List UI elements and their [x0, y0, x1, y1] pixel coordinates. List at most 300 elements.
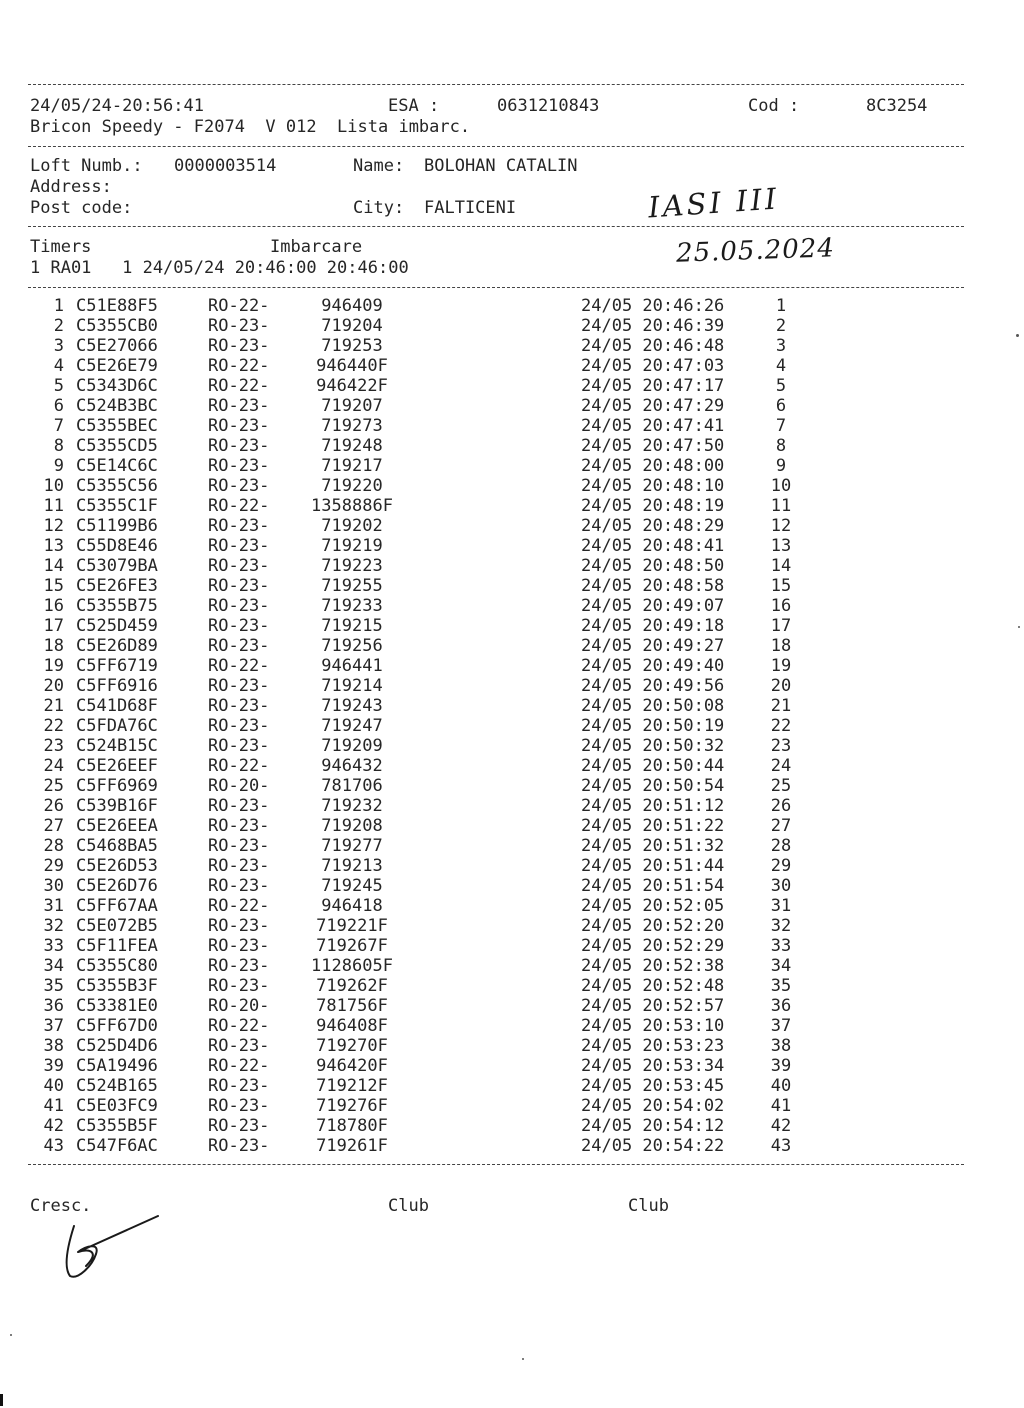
row-index: 35 — [770, 976, 792, 996]
basket-time: 24/05 20:50:08 — [581, 696, 725, 716]
ring-number: 946440F — [316, 356, 388, 376]
table-row — [0, 616, 1024, 636]
ring-number: 719217 — [321, 456, 383, 476]
ring-prefix: RO-22- — [208, 896, 270, 916]
ring-prefix: RO-23- — [208, 1076, 270, 1096]
basket-time: 24/05 20:52:57 — [581, 996, 725, 1016]
table-row — [0, 756, 1024, 776]
ring-prefix: RO-23- — [208, 816, 270, 836]
ring-number: 946441 — [321, 656, 383, 676]
row-number: 30 — [43, 876, 64, 896]
row-index: 33 — [770, 936, 792, 956]
row-number: 35 — [43, 976, 64, 996]
timer-line: 1 RA01 1 24/05/24 20:46:00 20:46:00 — [30, 258, 409, 278]
ring-prefix: RO-23- — [208, 516, 270, 536]
table-row — [0, 516, 1024, 536]
row-number: 12 — [43, 516, 64, 536]
ring-prefix: RO-22- — [208, 356, 270, 376]
ring-number: 946420F — [316, 1056, 388, 1076]
row-number: 4 — [53, 356, 64, 376]
ring-prefix: RO-23- — [208, 556, 270, 576]
row-index: 30 — [770, 876, 792, 896]
table-row — [0, 836, 1024, 856]
ring-number: 719262F — [316, 976, 388, 996]
row-index: 28 — [770, 836, 792, 856]
postcode-label: Post code: — [30, 198, 133, 218]
row-number: 29 — [43, 856, 64, 876]
row-number: 26 — [43, 796, 64, 816]
ring-number: 719202 — [321, 516, 383, 536]
ring-number: 719243 — [321, 696, 383, 716]
ring-number: 719221F — [316, 916, 388, 936]
basket-time: 24/05 20:51:32 — [581, 836, 725, 856]
row-index: 1 — [775, 296, 787, 316]
row-number: 36 — [43, 996, 64, 1016]
ring-prefix: RO-22- — [208, 376, 270, 396]
row-number: 14 — [43, 556, 64, 576]
row-index: 9 — [775, 456, 787, 476]
row-number: 3 — [53, 336, 64, 356]
ring-number: 781706 — [321, 776, 383, 796]
row-number: 9 — [53, 456, 64, 476]
row-number: 32 — [43, 916, 64, 936]
table-row — [0, 496, 1024, 516]
chip-id: C51E88F5 — [76, 296, 158, 316]
handwritten-date: 25.05.2024 — [675, 233, 836, 269]
chip-id: C541D68F — [76, 696, 158, 716]
ring-prefix: RO-23- — [208, 636, 270, 656]
ring-number: 946409 — [321, 296, 383, 316]
basket-time: 24/05 20:49:40 — [581, 656, 725, 676]
table-row — [0, 1036, 1024, 1056]
table-row — [0, 1096, 1024, 1116]
row-index: 2 — [775, 316, 787, 336]
basket-time: 24/05 20:48:58 — [581, 576, 725, 596]
row-number: 40 — [43, 1076, 64, 1096]
table-row — [0, 996, 1024, 1016]
chip-id: C5FF6969 — [76, 776, 158, 796]
basket-time: 24/05 20:52:20 — [581, 916, 725, 936]
row-index: 37 — [770, 1016, 792, 1036]
chip-id: C5355C80 — [76, 956, 158, 976]
row-number: 28 — [43, 836, 64, 856]
table-row — [0, 1116, 1024, 1136]
table-row — [0, 456, 1024, 476]
ring-number: 719277 — [321, 836, 383, 856]
ring-number: 719220 — [321, 476, 383, 496]
row-number: 24 — [43, 756, 64, 776]
row-index: 18 — [770, 636, 792, 656]
chip-id: C53079BA — [76, 556, 158, 576]
basket-time: 24/05 20:47:41 — [581, 416, 725, 436]
scan-speck — [1016, 334, 1019, 337]
ring-number: 719232 — [321, 796, 383, 816]
ring-number: 719208 — [321, 816, 383, 836]
name-label: Name: — [353, 156, 405, 176]
chip-id: C525D4D6 — [76, 1036, 158, 1056]
row-number: 17 — [43, 616, 64, 636]
table-row — [0, 1056, 1024, 1076]
row-index: 25 — [770, 776, 792, 796]
chip-id: C524B15C — [76, 736, 158, 756]
chip-id: C5FF67AA — [76, 896, 158, 916]
row-index: 31 — [770, 896, 792, 916]
basket-time: 24/05 20:47:17 — [581, 376, 725, 396]
table-row — [0, 916, 1024, 936]
table-row — [0, 976, 1024, 996]
basket-time: 24/05 20:46:48 — [581, 336, 725, 356]
row-index: 3 — [775, 336, 787, 356]
ring-number: 1128605F — [311, 956, 393, 976]
ring-number: 719253 — [321, 336, 383, 356]
ring-prefix: RO-22- — [208, 496, 270, 516]
ring-prefix: RO-23- — [208, 956, 270, 976]
chip-id: C5E26D89 — [76, 636, 158, 656]
cresc-label: Cresc. — [30, 1196, 92, 1216]
ring-prefix: RO-23- — [208, 336, 270, 356]
basket-time: 24/05 20:53:10 — [581, 1016, 725, 1036]
table-row — [0, 396, 1024, 416]
row-number: 34 — [43, 956, 64, 976]
basket-time: 24/05 20:52:48 — [581, 976, 725, 996]
row-index: 36 — [770, 996, 792, 1016]
ring-prefix: RO-23- — [208, 836, 270, 856]
ring-prefix: RO-20- — [208, 776, 270, 796]
row-index: 23 — [770, 736, 792, 756]
basket-time: 24/05 20:52:05 — [581, 896, 725, 916]
ring-number: 719245 — [321, 876, 383, 896]
table-row — [0, 316, 1024, 336]
chip-id: C5355CD5 — [76, 436, 158, 456]
address-label: Address: — [30, 177, 112, 197]
chip-id: C5FF6719 — [76, 656, 158, 676]
ring-prefix: RO-22- — [208, 1016, 270, 1036]
chip-id: C5FF67D0 — [76, 1016, 158, 1036]
chip-id: C53381E0 — [76, 996, 158, 1016]
fancier-name: BOLOHAN CATALIN — [424, 156, 578, 176]
chip-id: C5E26D53 — [76, 856, 158, 876]
row-index: 39 — [770, 1056, 792, 1076]
basket-time: 24/05 20:54:02 — [581, 1096, 725, 1116]
table-row — [0, 796, 1024, 816]
row-index: 27 — [770, 816, 792, 836]
timers-label: Timers — [30, 237, 92, 257]
row-index: 6 — [775, 396, 787, 416]
chip-id: C5FDA76C — [76, 716, 158, 736]
scan-speck — [522, 1358, 524, 1360]
ring-prefix: RO-23- — [208, 916, 270, 936]
row-number: 19 — [43, 656, 64, 676]
chip-id: C5355BEC — [76, 416, 158, 436]
table-row — [0, 556, 1024, 576]
ring-prefix: RO-23- — [208, 476, 270, 496]
esa-label: ESA : — [388, 96, 440, 116]
ring-prefix: RO-22- — [208, 1056, 270, 1076]
ring-prefix: RO-23- — [208, 596, 270, 616]
basket-time: 24/05 20:47:50 — [581, 436, 725, 456]
row-index: 5 — [775, 376, 787, 396]
row-index: 11 — [770, 496, 792, 516]
table-row — [0, 676, 1024, 696]
ring-number: 781756F — [316, 996, 388, 1016]
row-number: 42 — [43, 1116, 64, 1136]
row-number: 20 — [43, 676, 64, 696]
club-label-1: Club — [388, 1196, 429, 1216]
ring-prefix: RO-22- — [208, 756, 270, 776]
ring-prefix: RO-23- — [208, 1036, 270, 1056]
ring-prefix: RO-23- — [208, 616, 270, 636]
row-number: 41 — [43, 1096, 64, 1116]
basket-time: 24/05 20:49:27 — [581, 636, 725, 656]
row-index: 4 — [775, 356, 787, 376]
chip-id: C5E27066 — [76, 336, 158, 356]
divider-fancier — [28, 226, 964, 227]
row-number: 18 — [43, 636, 64, 656]
ring-number: 719213 — [321, 856, 383, 876]
ring-prefix: RO-23- — [208, 796, 270, 816]
table-row — [0, 736, 1024, 756]
table-row — [0, 1136, 1024, 1156]
city-value: FALTICENI — [424, 198, 517, 218]
chip-id: C524B3BC — [76, 396, 158, 416]
row-number: 13 — [43, 536, 64, 556]
divider-timers — [28, 287, 964, 288]
ring-prefix: RO-23- — [208, 1136, 270, 1156]
basket-time: 24/05 20:50:19 — [581, 716, 725, 736]
table-row — [0, 636, 1024, 656]
basket-time: 24/05 20:53:23 — [581, 1036, 725, 1056]
basket-time: 24/05 20:51:54 — [581, 876, 725, 896]
basket-time: 24/05 20:49:18 — [581, 616, 725, 636]
esa-value: 0631210843 — [497, 96, 600, 116]
table-row — [0, 576, 1024, 596]
club-label-2: Club — [628, 1196, 669, 1216]
chip-id: C5355B3F — [76, 976, 158, 996]
ring-prefix: RO-23- — [208, 456, 270, 476]
row-index: 17 — [770, 616, 792, 636]
basket-time: 24/05 20:49:07 — [581, 596, 725, 616]
row-number: 11 — [43, 496, 64, 516]
chip-id: C5E26E79 — [76, 356, 158, 376]
table-row — [0, 816, 1024, 836]
ring-number: 1358886F — [311, 496, 393, 516]
cod-label: Cod : — [748, 96, 800, 116]
basket-time: 24/05 20:52:29 — [581, 936, 725, 956]
ring-number: 719255 — [321, 576, 383, 596]
row-index: 43 — [770, 1136, 792, 1156]
basket-time: 24/05 20:50:44 — [581, 756, 725, 776]
ring-prefix: RO-22- — [208, 656, 270, 676]
basket-time: 24/05 20:52:38 — [581, 956, 725, 976]
ring-number: 719276F — [316, 1096, 388, 1116]
row-number: 16 — [43, 596, 64, 616]
table-row — [0, 696, 1024, 716]
chip-id: C55D8E46 — [76, 536, 158, 556]
row-number: 6 — [53, 396, 64, 416]
table-row — [0, 476, 1024, 496]
ring-number: 719207 — [321, 396, 383, 416]
row-index: 12 — [770, 516, 792, 536]
cod-value: 8C3254 — [866, 96, 928, 116]
ring-prefix: RO-23- — [208, 576, 270, 596]
basket-time: 24/05 20:50:54 — [581, 776, 725, 796]
table-row — [0, 856, 1024, 876]
ring-prefix: RO-23- — [208, 936, 270, 956]
basket-time: 24/05 20:47:03 — [581, 356, 725, 376]
ring-number: 719219 — [321, 536, 383, 556]
chip-id: C5E26EEA — [76, 816, 158, 836]
ring-prefix: RO-23- — [208, 436, 270, 456]
handwritten-race-name: IASI III — [646, 181, 781, 225]
row-index: 8 — [775, 436, 787, 456]
chip-id: C5355B5F — [76, 1116, 158, 1136]
ring-number: 719233 — [321, 596, 383, 616]
ring-number: 946408F — [316, 1016, 388, 1036]
basket-time: 24/05 20:53:45 — [581, 1076, 725, 1096]
basket-time: 24/05 20:48:10 — [581, 476, 725, 496]
basket-time: 24/05 20:49:56 — [581, 676, 725, 696]
row-number: 22 — [43, 716, 64, 736]
chip-id: C5355C56 — [76, 476, 158, 496]
ring-number: 946432 — [321, 756, 383, 776]
ring-prefix: RO-23- — [208, 856, 270, 876]
chip-id: C5E26D76 — [76, 876, 158, 896]
row-index: 22 — [770, 716, 792, 736]
ring-number: 719215 — [321, 616, 383, 636]
table-row — [0, 376, 1024, 396]
ring-number: 719267F — [316, 936, 388, 956]
row-index: 41 — [770, 1096, 792, 1116]
chip-id: C547F6AC — [76, 1136, 158, 1156]
basket-time: 24/05 20:51:22 — [581, 816, 725, 836]
table-row — [0, 716, 1024, 736]
list-title-line: Bricon Speedy - F2074 V 012 Lista imbarc. — [30, 117, 471, 137]
table-row — [0, 296, 1024, 316]
ring-prefix: RO-22- — [208, 296, 270, 316]
basket-time: 24/05 20:48:19 — [581, 496, 725, 516]
row-number: 7 — [53, 416, 64, 436]
row-number: 43 — [43, 1136, 64, 1156]
row-index: 16 — [770, 596, 792, 616]
row-number: 38 — [43, 1036, 64, 1056]
row-number: 2 — [53, 316, 64, 336]
scan-speck — [1018, 626, 1020, 628]
chip-id: C5355CB0 — [76, 316, 158, 336]
table-row — [0, 596, 1024, 616]
ring-number: 719214 — [321, 676, 383, 696]
ring-prefix: RO-23- — [208, 676, 270, 696]
ring-prefix: RO-23- — [208, 536, 270, 556]
ring-number: 719256 — [321, 636, 383, 656]
ring-number: 946418 — [321, 896, 383, 916]
row-number: 10 — [43, 476, 64, 496]
ring-prefix: RO-23- — [208, 416, 270, 436]
chip-id: C5E072B5 — [76, 916, 158, 936]
basket-time: 24/05 20:48:50 — [581, 556, 725, 576]
ring-number: 719261F — [316, 1136, 388, 1156]
chip-id: C5355B75 — [76, 596, 158, 616]
table-row — [0, 956, 1024, 976]
table-row — [0, 336, 1024, 356]
row-index: 32 — [770, 916, 792, 936]
ring-number: 719209 — [321, 736, 383, 756]
basket-time: 24/05 20:53:34 — [581, 1056, 725, 1076]
chip-id: C5F11FEA — [76, 936, 158, 956]
scan-speck — [0, 1394, 3, 1406]
row-index: 38 — [770, 1036, 792, 1056]
table-row — [0, 876, 1024, 896]
row-index: 42 — [770, 1116, 792, 1136]
basketing-table — [0, 296, 1024, 1156]
table-row — [0, 356, 1024, 376]
ring-prefix: RO-23- — [208, 396, 270, 416]
basket-time: 24/05 20:48:41 — [581, 536, 725, 556]
table-row — [0, 436, 1024, 456]
chip-id: C5E26FE3 — [76, 576, 158, 596]
chip-id: C5E14C6C — [76, 456, 158, 476]
row-index: 40 — [770, 1076, 792, 1096]
ring-prefix: RO-23- — [208, 716, 270, 736]
chip-id: C5A19496 — [76, 1056, 158, 1076]
ring-number: 719204 — [321, 316, 383, 336]
signature-mark — [56, 1206, 196, 1286]
chip-id: C5FF6916 — [76, 676, 158, 696]
table-row — [0, 1076, 1024, 1096]
table-row — [0, 776, 1024, 796]
row-number: 8 — [53, 436, 64, 456]
chip-id: C539B16F — [76, 796, 158, 816]
row-index: 21 — [770, 696, 792, 716]
row-index: 10 — [770, 476, 792, 496]
ring-prefix: RO-23- — [208, 1116, 270, 1136]
ring-number: 719270F — [316, 1036, 388, 1056]
ring-number: 719212F — [316, 1076, 388, 1096]
chip-id: C5355C1F — [76, 496, 158, 516]
chip-id: C5343D6C — [76, 376, 158, 396]
ring-number: 719247 — [321, 716, 383, 736]
row-number: 25 — [43, 776, 64, 796]
ring-prefix: RO-23- — [208, 1096, 270, 1116]
row-index: 20 — [770, 676, 792, 696]
basket-time: 24/05 20:51:44 — [581, 856, 725, 876]
print-datetime: 24/05/24-20:56:41 — [30, 96, 204, 116]
chip-id: C51199B6 — [76, 516, 158, 536]
table-row — [0, 416, 1024, 436]
chip-id: C5E03FC9 — [76, 1096, 158, 1116]
row-index: 24 — [770, 756, 792, 776]
table-row — [0, 536, 1024, 556]
row-index: 7 — [775, 416, 787, 436]
ring-prefix: RO-23- — [208, 696, 270, 716]
table-row — [0, 1016, 1024, 1036]
ring-number: 719223 — [321, 556, 383, 576]
table-row — [0, 656, 1024, 676]
ring-number: 719273 — [321, 416, 383, 436]
city-label: City: — [353, 198, 405, 218]
row-number: 1 — [53, 296, 64, 316]
basket-time: 24/05 20:46:39 — [581, 316, 725, 336]
ring-prefix: RO-20- — [208, 996, 270, 1016]
row-index: 34 — [770, 956, 792, 976]
basket-time: 24/05 20:50:32 — [581, 736, 725, 756]
table-row — [0, 896, 1024, 916]
basket-time: 24/05 20:46:26 — [581, 296, 725, 316]
chip-id: C524B165 — [76, 1076, 158, 1096]
divider-bottom — [28, 1164, 964, 1165]
row-index: 19 — [770, 656, 792, 676]
ring-number: 946422F — [316, 376, 388, 396]
row-number: 23 — [43, 736, 64, 756]
